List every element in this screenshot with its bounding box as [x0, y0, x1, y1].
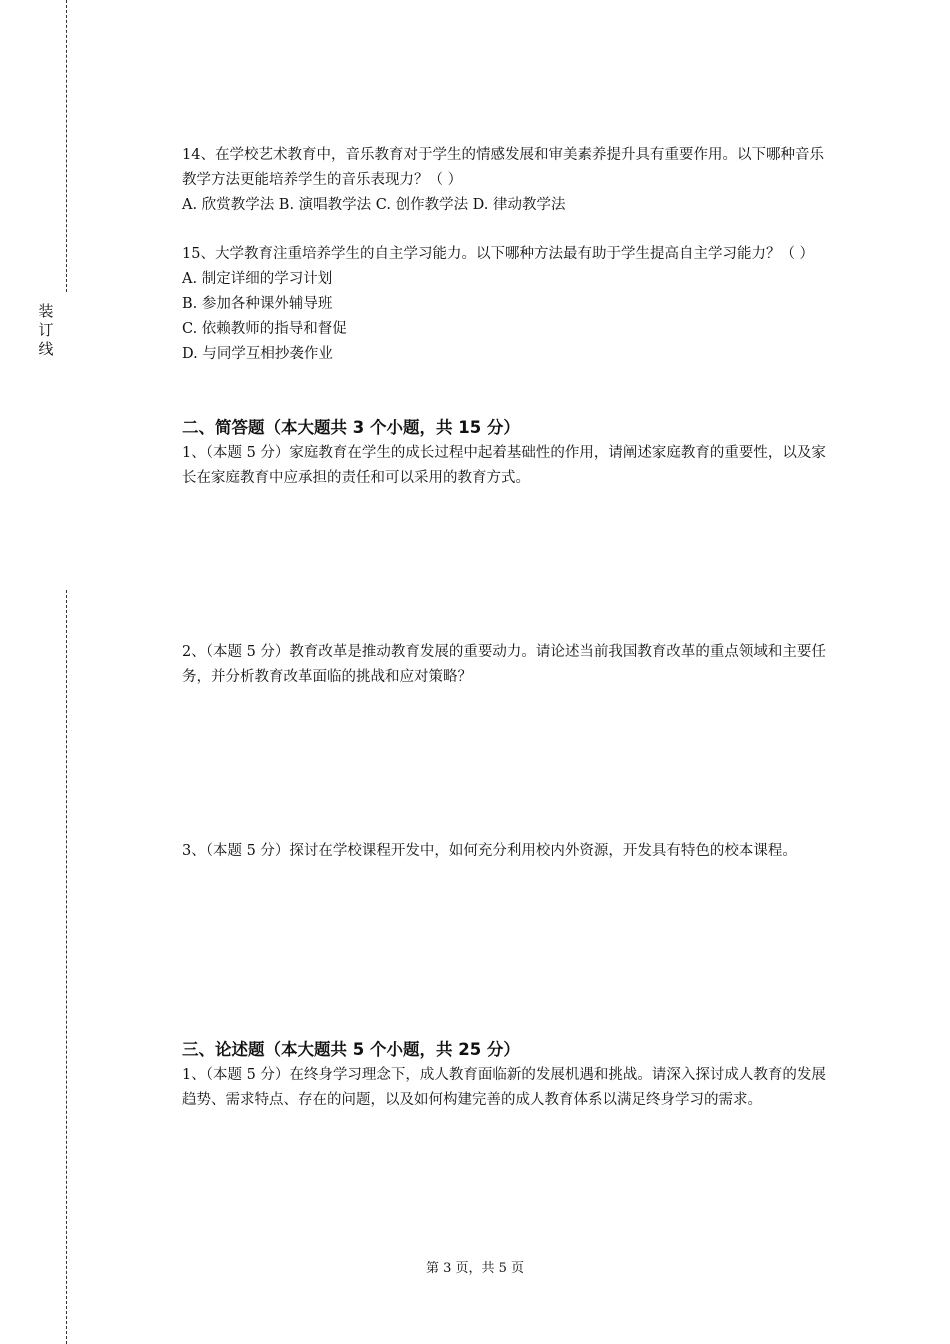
question-text: 2、（本题 5 分）教育改革是推动教育发展的重要动力。请论述当前我国教育改革的重点领域和主要任务，并分析教育改革面临的挑战和应对策略？: [182, 644, 826, 685]
question-14: [182, 143, 838, 218]
binding-char: 订: [38, 321, 54, 339]
binding-line-bottom: [66, 590, 67, 1344]
question-option: C. 依赖教师的指导和督促: [182, 321, 347, 337]
page-footer: 第 3 页，共 5 页: [425, 1261, 525, 1276]
section-title-short-answer: 二、简答题（本大题共 3 个小题，共 15 分）: [182, 418, 520, 437]
binding-line-top: [66, 0, 67, 292]
essay-question-1: [182, 1063, 838, 1113]
question-option: D. 与同学互相抄袭作业: [182, 346, 333, 362]
question-option: A. 制定详细的学习计划: [182, 271, 333, 287]
short-answer-question-2: [182, 640, 838, 690]
question-stem: 14、在学校艺术教育中，音乐教育对于学生的情感发展和审美素养提升具有重要作用。以下哪种音乐教学方法更能培养学生的音乐表现力？（ ）: [182, 147, 824, 188]
question-stem: 15、大学教育注重培养学生的自主学习能力。以下哪种方法最有助于学生提高自主学习能力？（ ）: [182, 246, 815, 262]
short-answer-question-3: [182, 839, 838, 864]
binding-char: 装: [38, 302, 54, 320]
question-text: 3、（本题 5 分）探讨在学校课程开发中，如何充分利用校内外资源，开发具有特色的校本课程。: [182, 843, 797, 859]
question-text: 1、（本题 5 分）家庭教育在学生的成长过程中起着基础性的作用，请阐述家庭教育的重要性，以及家长在家庭教育中应承担的责任和可以采用的教育方式。: [182, 445, 826, 486]
question-text: 1、（本题 5 分）在终身学习理念下，成人教育面临新的发展机遇和挑战。请深入探讨成人教育的发展趋势、需求特点、存在的问题，以及如何构建完善的成人教育体系以满足终身学习的需求。: [182, 1067, 826, 1108]
short-answer-question-1: [182, 441, 838, 491]
question-options: A. 欣赏教学法 B. 演唱教学法 C. 创作教学法 D. 律动教学法: [182, 197, 566, 213]
binding-char: 线: [38, 340, 54, 358]
question-option: B. 参加各种课外辅导班: [182, 296, 333, 312]
question-15: [182, 242, 838, 367]
binding-label: [36, 302, 56, 359]
section-title-essay: 三、论述题（本大题共 5 个小题，共 25 分）: [182, 1040, 520, 1059]
